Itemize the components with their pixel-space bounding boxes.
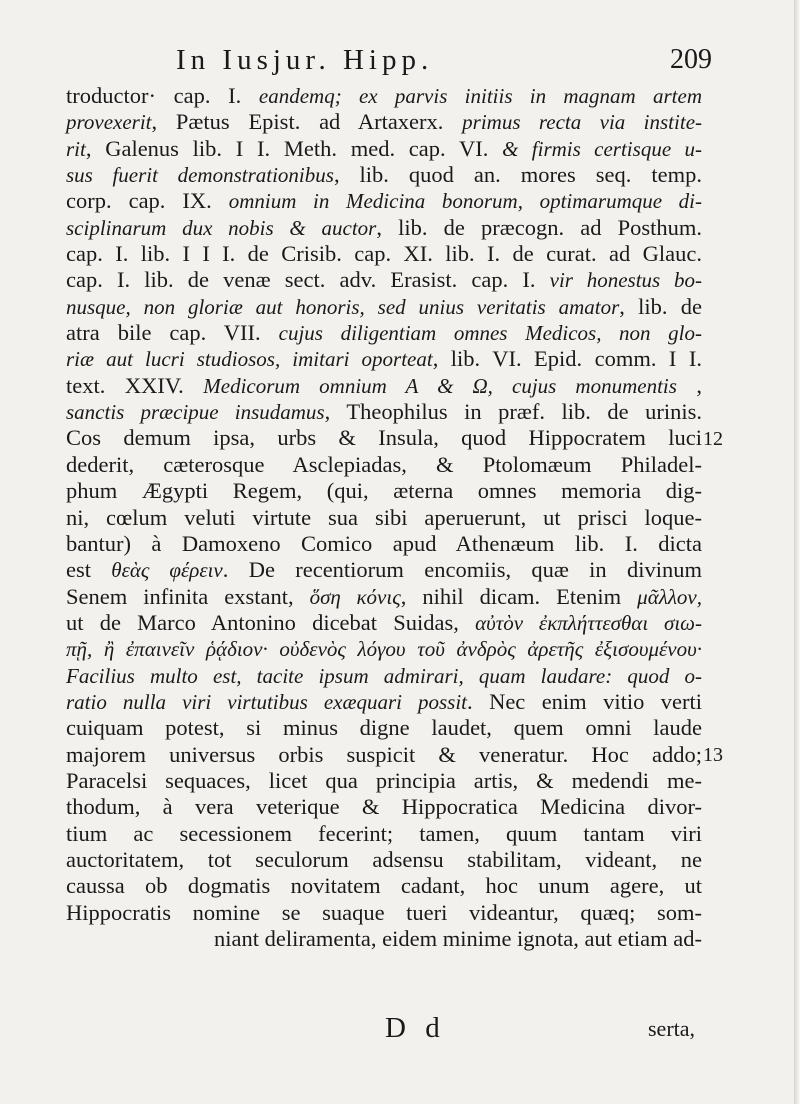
text-line (66, 663, 702, 689)
roman-text: , lib. de (619, 293, 702, 319)
italic-text: ὅση κόνις (309, 584, 401, 609)
roman-text: dederit, cæterosque Asclepiadas, & Ptolomæum Philadel- (66, 451, 702, 477)
italic-text: πῇ, ἢ ἐπαινεῖν ῥᾴδιον· οὐδενὸς λόγου τοῦ ἀνδρὸς ἀρετῆς ἐξισουμένου· (66, 637, 702, 662)
italic-text: Facilius multo est, tacite ipsum admirari, quam laudare: quod o- (66, 663, 702, 688)
text-line (66, 294, 702, 320)
roman-text: , lib. quod an. mores seq. temp. (333, 162, 702, 188)
text-line (66, 926, 702, 952)
italic-text: riæ aut lucri studiosos, imitari oporteat (66, 347, 433, 372)
italic-text: θεὰς φέρειν (111, 558, 223, 583)
roman-text: . De recentiorum encomiis, quæ in divinum (222, 557, 702, 583)
italic-text: nusque, non gloriæ aut honoris, sed unius veritatis amator (66, 294, 620, 319)
roman-text: thodum, à vera veterique & Hippocratica Medicina divor- (66, 794, 702, 820)
text-line (66, 584, 702, 610)
text-line (66, 320, 702, 346)
roman-text: Cos demum ipsa, urbs & Insula, quod Hippocratem luci (66, 425, 702, 451)
text-line (66, 188, 702, 214)
italic-text: Medicorum omnium A & Ω, cujus monumentis (203, 373, 677, 398)
roman-text: auctoritatem, tot seculorum adsensu stabilitam, videant, ne (66, 846, 702, 872)
text-line (66, 267, 702, 293)
text-line (66, 109, 702, 135)
text-line (66, 505, 702, 531)
roman-text: , (676, 372, 703, 398)
signature-mark: D d (385, 1012, 446, 1044)
roman-text: niant deliramenta, eidem minime ignota, aut etiam ad- (214, 926, 702, 951)
text-line (66, 821, 702, 847)
page-number: 209 (670, 44, 712, 75)
text-line (66, 478, 702, 504)
italic-text: cujus diligentiam omnes Medicos, non glo- (278, 321, 702, 346)
roman-text: troductor· cap. I. (66, 83, 259, 108)
text-line (66, 794, 702, 820)
italic-text: & firmis certisque u- (502, 136, 702, 161)
text-line (66, 742, 702, 768)
roman-text: cap. I. lib. I I I. de Crisib. cap. XI. lib. I. de curat. ad Glauc. (66, 241, 702, 267)
text-line (66, 900, 702, 926)
italic-text: vir honestus bo- (549, 268, 702, 293)
roman-text: , nihil dicam. Etenim (400, 583, 638, 609)
italic-text: αὐτὸν ἐκπλήττεσθαι σιω- (475, 610, 702, 635)
roman-text: text. XXIV. (66, 372, 204, 398)
text-line (66, 610, 702, 636)
roman-text: . Nec enim vitio verti (467, 688, 702, 714)
roman-text: corp. cap. IX. (66, 188, 229, 214)
italic-text: omnium in Medicina bonorum, optimarumque di- (228, 189, 702, 214)
italic-text: eandemq; ex parvis initiis in magnam artem (258, 84, 702, 108)
margin-number: 12 (703, 427, 723, 450)
text-line (66, 768, 702, 794)
text-line (66, 531, 702, 557)
page-edge (794, 0, 800, 1104)
text-line (66, 715, 702, 741)
text-line (66, 83, 702, 109)
roman-text: est (66, 557, 112, 583)
italic-text: sus fuerit demonstrationibus (66, 163, 334, 188)
margin-number: 13 (703, 743, 723, 766)
roman-text: tium ac secessionem fecerint; tamen, quum tantam viri (66, 820, 702, 846)
roman-text: Hippocratis nomine se suaque tueri videantur, quæq; som- (66, 899, 702, 925)
text-line (66, 636, 702, 662)
roman-text: , Pætus Epist. ad Artaxerx. (151, 109, 463, 135)
text-line (66, 689, 702, 715)
text-line (66, 425, 702, 451)
text-line (66, 452, 702, 478)
italic-text: ratio nulla viri virtutibus exæquari possit (66, 689, 468, 714)
roman-text: , Galenus lib. I I. Meth. med. cap. VI. (85, 135, 503, 161)
roman-text: majorem universus orbis suspicit & veneratur. Hoc addo; (66, 741, 702, 767)
roman-text: caussa ob dogmatis novitatem cadant, hoc unum agere, ut (66, 873, 702, 899)
text-line (66, 241, 702, 267)
roman-text: Paracelsi sequaces, licet qua principia artis, & medendi me- (66, 767, 702, 793)
italic-text: sciplinarum dux nobis & auctor (66, 215, 377, 240)
text-line (66, 847, 702, 873)
roman-text: cap. I. lib. de venæ sect. adv. Erasist. cap. I. (66, 267, 550, 293)
text-line (66, 136, 702, 162)
roman-text: Senem infinita exstant, (66, 583, 310, 609)
italic-text: provexerit (66, 110, 152, 135)
roman-text: ni, cœlum veluti virtute sua sibi aperuerunt, ut prisci loque- (66, 504, 702, 530)
running-head: In Iusjur. Hipp. (176, 44, 434, 76)
catchword: serta, (648, 1016, 696, 1041)
text-line (66, 557, 702, 583)
roman-text: atra bile cap. VII. (66, 320, 279, 346)
roman-text: phum Ægypti Regem, (qui, æterna omnes memoria dig- (66, 478, 702, 504)
text-line (66, 399, 702, 425)
roman-text: , lib. VI. Epid. comm. I I. (432, 346, 702, 372)
roman-text: , lib. de præcogn. ad Posthum. (376, 214, 703, 240)
italic-text: sanctis præcipue insudamus (66, 400, 325, 425)
roman-text: bantur) à Damoxeno Comico apud Athenæum lib. I. dicta (66, 530, 702, 556)
text-line (66, 346, 702, 372)
page-header (176, 44, 710, 84)
roman-text: cuiquam potest, si minus digne laudet, quem omni laude (66, 715, 702, 741)
text-line (66, 162, 702, 188)
text-line (66, 873, 702, 899)
text-line (66, 373, 702, 399)
roman-text: ut de Marco Antonino dicebat Suidas, (66, 609, 476, 635)
roman-text: , Theophilus in præf. lib. de urinis. (324, 399, 702, 425)
italic-text: rit (66, 136, 86, 161)
italic-text: μᾶλλον, (637, 584, 702, 609)
text-line (66, 215, 702, 241)
italic-text: primus recta via instite- (462, 110, 703, 135)
body-text (66, 83, 702, 952)
